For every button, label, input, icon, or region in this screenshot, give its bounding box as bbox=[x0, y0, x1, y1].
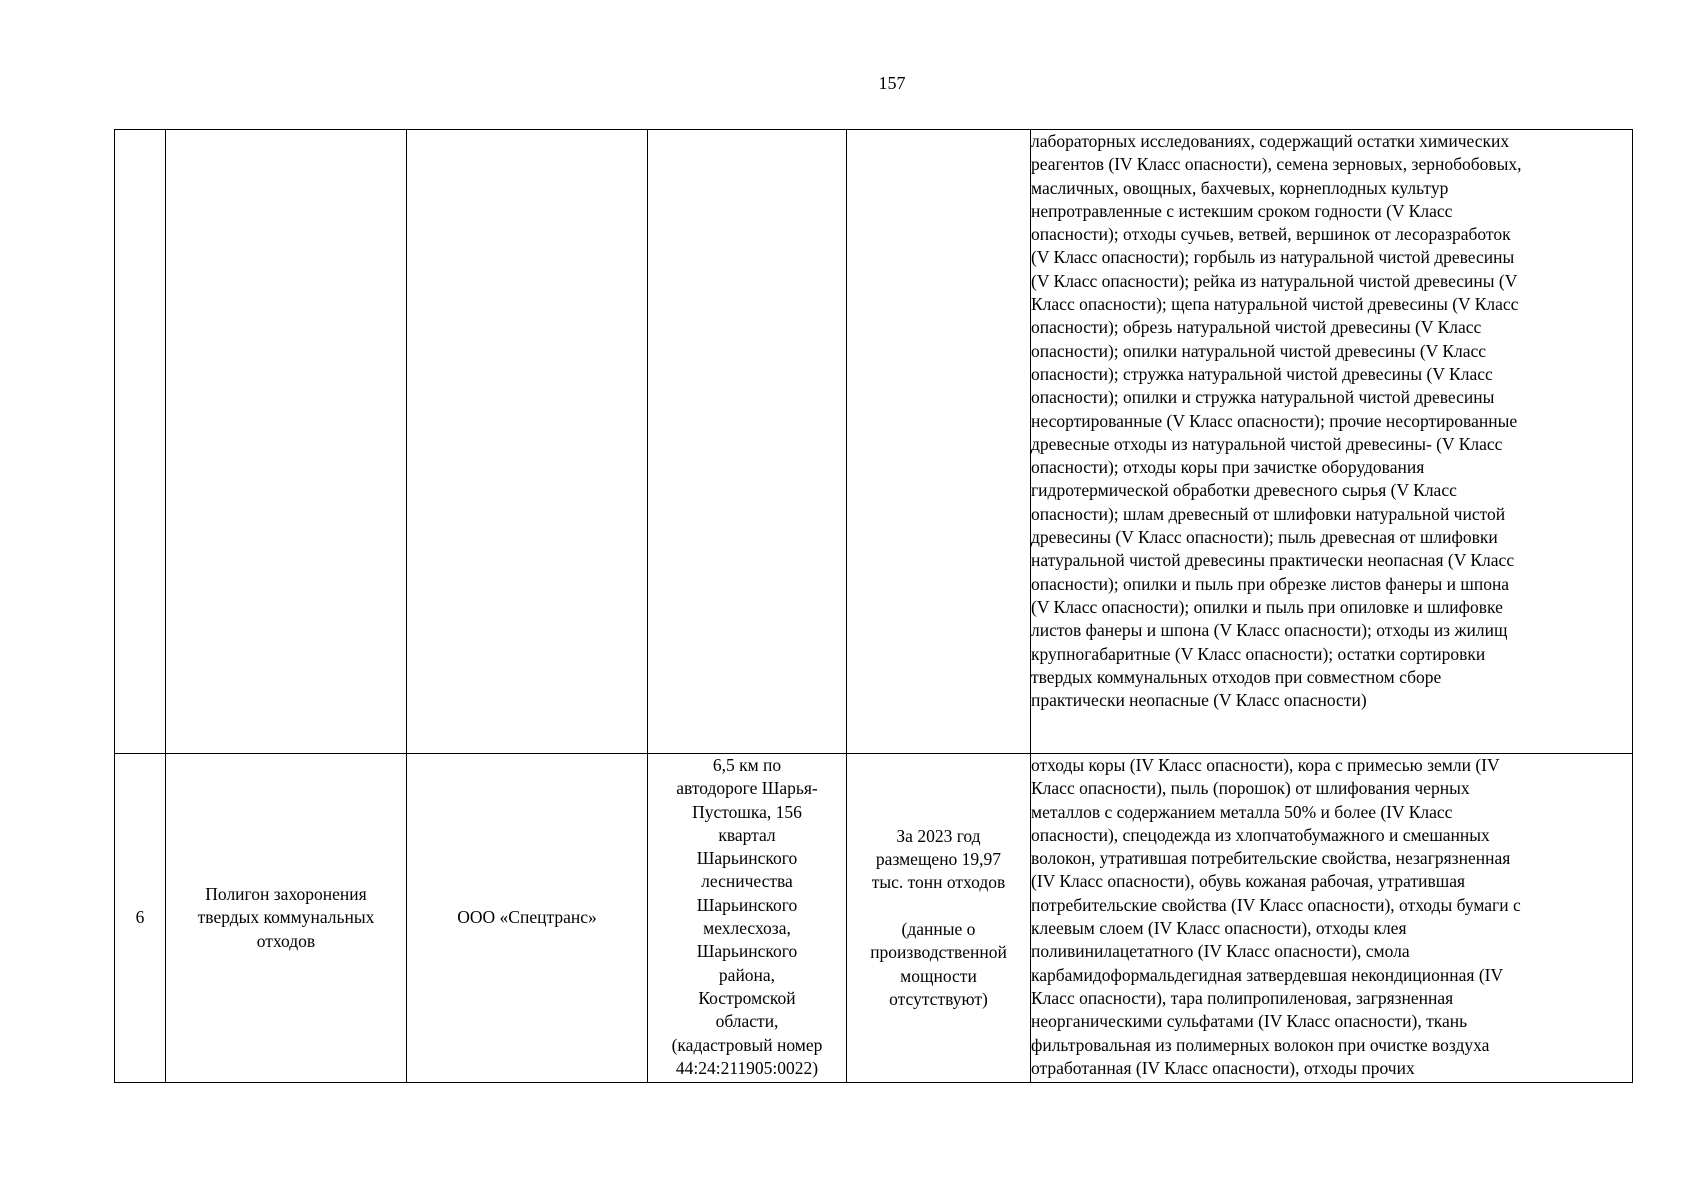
organization-cell bbox=[407, 130, 648, 754]
waste-types-cell bbox=[1031, 754, 1633, 1083]
table-row bbox=[115, 754, 1633, 1083]
organization-cell: ООО «Спецтранс» bbox=[407, 754, 648, 1083]
waste-types-text: лабораторных исследованиях, содержащий остатки химических реагентов (IV Класс опасности), семена зерновых, зернобобовых, масличных, овощных, бахчевых, корнеплодных культур непротравленные с истекшим сроком годности (V Класс опасности); отходы сучьев, ветвей, вершинок от лесоразработок (V Класс опасности); горбыль из натуральной чистой древесины (V Класс опасности); рейка из натуральной чистой древесины (V Класс опасности); щепа натуральной чистой древесины (V Класс опасности); обрезь натуральной чистой древесины (V Класс опасности); опилки натуральной чистой древесины (V Класс опасности); стружка натуральной чистой древесины (V Класс опасности); опилки и стружка натуральной чистой древесины несортированные (V Класс опасности); прочие несортированные древесные отходы из натуральной чистой древесины- (V Класс опасности); отходы коры при зачистке оборудования гидротермической обработки древесного сырья (V Класс опасности); шлам древесный от шлифовки натуральной чистой древесины (V Класс опасности); пыль древесная от шлифовки натуральной чистой древесины практически неопасная (V Класс опасности); опилки и пыль при обрезке листов фанеры и шпона (V Класс опасности); опилки и пыль при опиловке и шлифовке листов фанеры и шпона (V Класс опасности); отходы из жилищ крупногабаритные (V Класс опасности); остатки сортировки твердых коммунальных отходов при совместном сборе практически неопасные (V Класс опасности) bbox=[1031, 131, 1522, 711]
location-cell: 6,5 км по автодороге Шарья- Пустошка, 156 квартал Шарьинского лесничества Шарьинского мехлесхоза, Шарьинского района, Костромской области, (кадастровый номер 44:24:211905:0022) bbox=[648, 754, 847, 1083]
location-cell bbox=[648, 130, 847, 754]
capacity-cell bbox=[847, 130, 1031, 754]
waste-facilities-table bbox=[114, 129, 1633, 1083]
page-number: 157 bbox=[878, 73, 906, 93]
waste-types-text: отходы коры (IV Класс опасности), кора с примесью земли (IV Класс опасности), пыль (порошок) от шлифования черных металлов с содержанием металла 50% и более (IV Класс опасности), спецодежда из хлопчатобумажного и смешанных волокон, утратившая потребительские свойства, незагрязненная (IV Класс опасности), обувь кожаная рабочая, утратившая потребительские свойства (IV Класс опасности), отходы бумаги с клеевым слоем (IV Класс опасности), отходы клея поливинилацетатного (IV Класс опасности), смола карбамидоформальдегидная затвердевшая некондиционная (IV Класс опасности), тара полипропиленовая, загрязненная неорганическими сульфатами (IV Класс опасности), ткань фильтровальная из полимерных волокон при очистке воздуха отработанная (IV Класс опасности), отходы прочих bbox=[1031, 755, 1521, 1078]
row-number-cell: 6 bbox=[115, 754, 166, 1083]
capacity-cell: За 2023 год размещено 19,97 тыс. тонн отходов (данные о производственной мощности отсутствуют) bbox=[847, 754, 1031, 1083]
facility-name-cell: Полигон захоронения твердых коммунальных отходов bbox=[166, 754, 407, 1083]
table-row bbox=[115, 130, 1633, 754]
waste-types-cell bbox=[1031, 130, 1633, 754]
facility-name-cell bbox=[166, 130, 407, 754]
row-number-cell bbox=[115, 130, 166, 754]
